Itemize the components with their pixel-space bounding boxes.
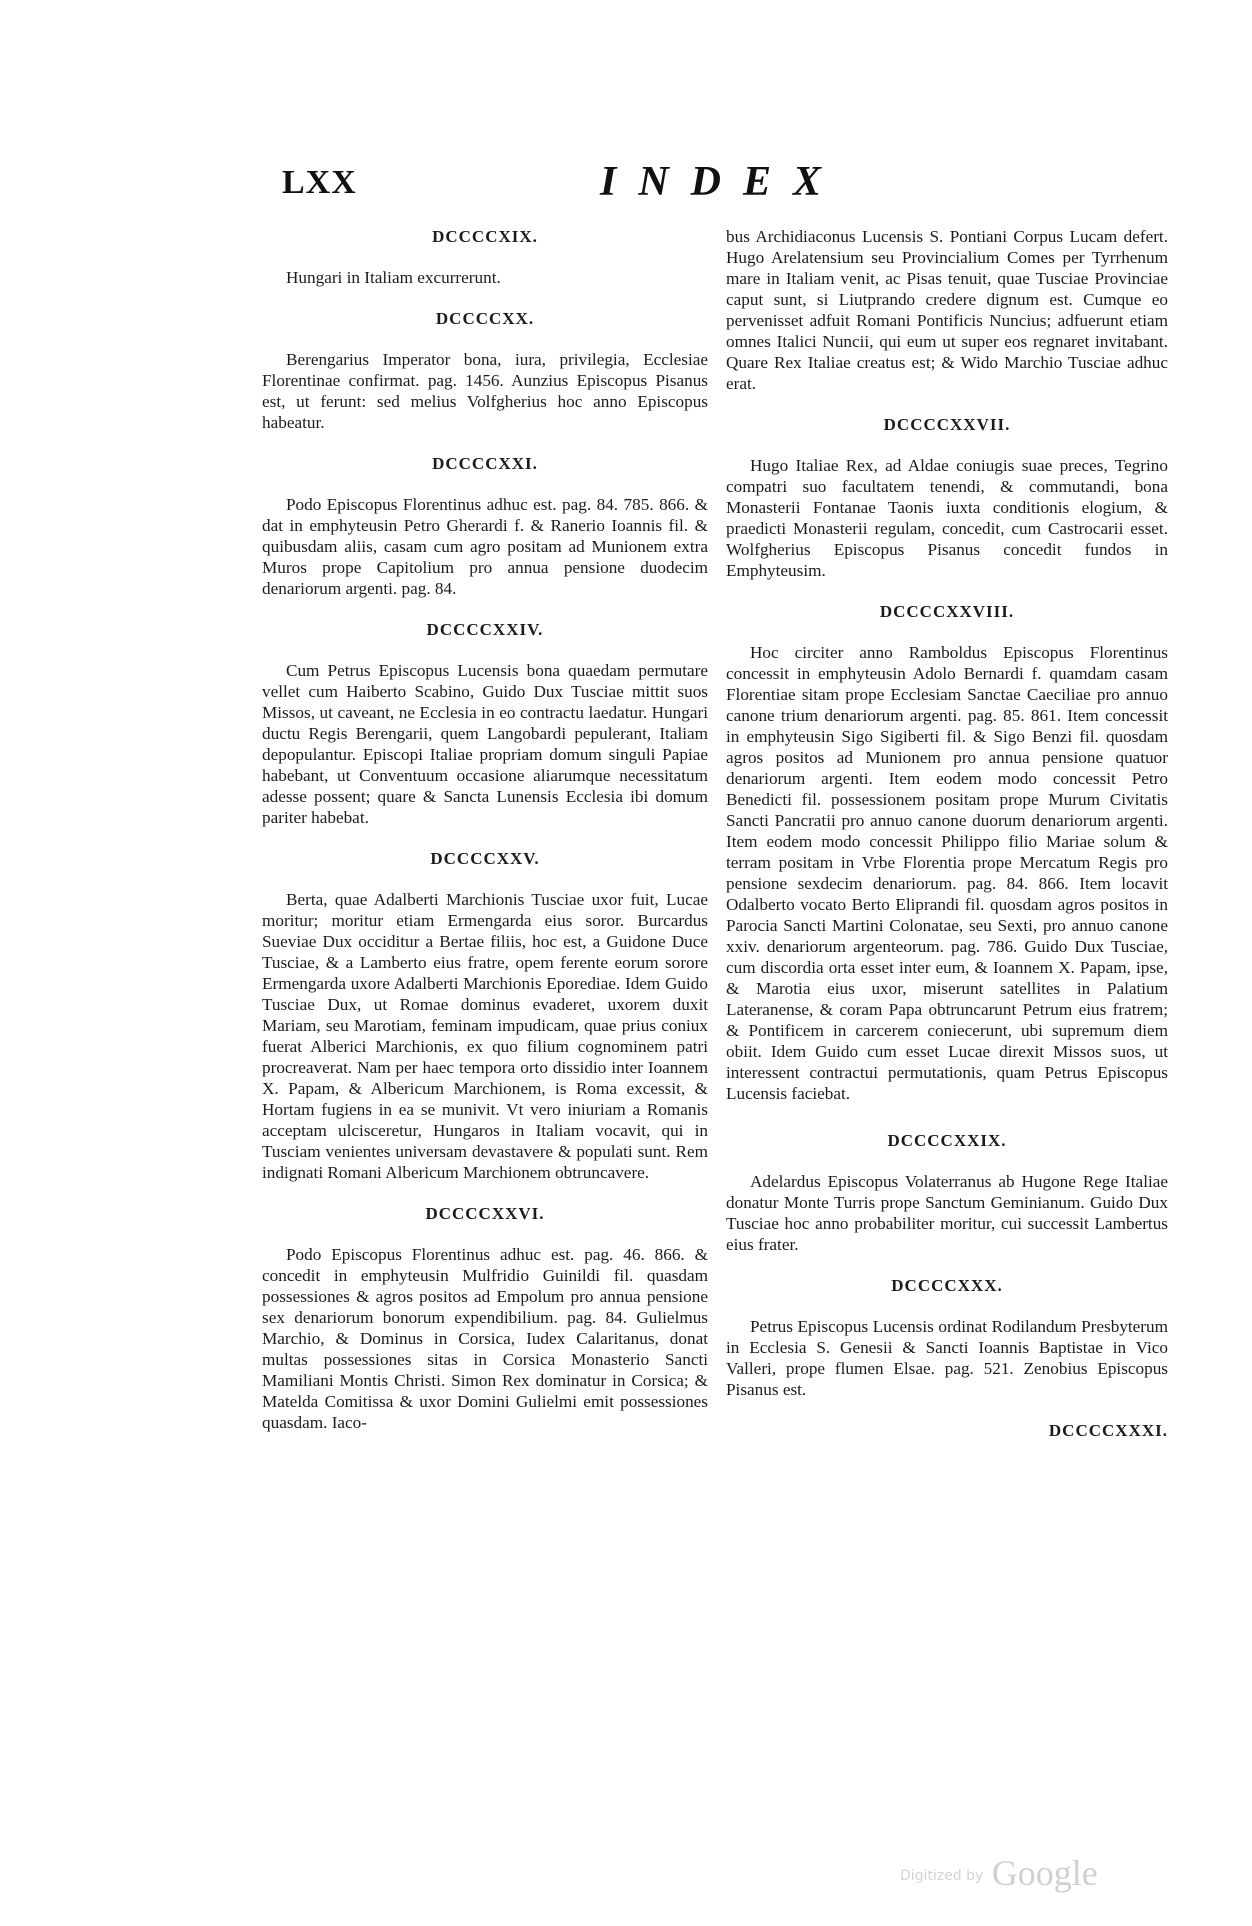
entry-paragraph: Podo Episcopus Florentinus adhuc est. pag. 84. 785. 866. & dat in emphyteusin Petro Gherardi f. & Ranerio Ioannis fil. & quibusdam aliis, casam cum agro positam ad Munionem extra Muros prope Capitolium pro annua pensione duodecim denariorum argenti. pag. 84. xyxy=(262,495,708,598)
section-heading: DCCCCXXI. xyxy=(432,454,538,473)
entry-paragraph: bus Archidiaconus Lucensis S. Pontiani Corpus Lucam defert. Hugo Arelatensium seu Provincialium Comes per Tyrrhenum mare in Italiam venit, ac Pisas tenuit, quae Tusciae Provinciae caput sunt, si Liutprando credere dignum est. Cumque eo pervenisset adfuit Romani Pontificis Nuncius; adfuerunt etiam omnes Italici Nuncii, qui eum ut super eos regnaret invitabant. Quare Rex Italiae creatus est; & Wido Marchio Tusciae adhuc erat. xyxy=(726,227,1168,393)
section-heading: DCCCCXXVI. xyxy=(425,1204,545,1223)
section-heading: DCCCCXXVII. xyxy=(883,415,1011,434)
folio-number: LXX xyxy=(282,164,357,201)
section-heading: DCCCCXXIV. xyxy=(426,620,544,639)
section-heading: DCCCCXX. xyxy=(435,309,535,328)
entry-paragraph: Cum Petrus Episcopus Lucensis bona quaedam permutare vellet cum Haiberto Scabino, Guido Dux Tusciae mittit suos Missos, ut caveant, ne Ecclesia in eo contractu laedatur. Hungari ductu Regis Berengarii, quem Langobardi pepulerant, Italiam depopulantur. Episcopi Italiae propriam domum singuli Papiae habebant, ut Conventuum occasione aliarumque necessitatum adesse possent; quare & Sancta Lunensis Ecclesia ibi domum pariter habebat. xyxy=(262,661,708,827)
section-heading: DCCCCXXVIII. xyxy=(879,602,1015,621)
entry-paragraph: Hungari in Italiam excurrerunt. xyxy=(286,268,501,287)
page-title: INDEX xyxy=(600,159,844,205)
watermark-prefix: Digitized by xyxy=(900,1868,984,1884)
watermark-brand: Google xyxy=(991,1853,1098,1893)
catchword-heading: DCCCCXXXI. xyxy=(1048,1421,1168,1440)
entry-paragraph: Podo Episcopus Florentinus adhuc est. pag. 46. 866. & concedit in emphyteusin Mulfridio Guinildi fil. quasdam possessiones & agros positos ad Empolum pro annua pensione sex denariorum bonorum expendibilium. pag. 84. Gulielmus Marchio, & Dominus in Corsica, Iudex Calaritanus, donat multas possessiones sitas in Corsica Monasterio Sancti Mamiliani Montis Christi. Simon Rex dominatur in Corsica; & Matelda Comitissa & uxor Domini Gulielmi emit possessiones quasdam. Iaco- xyxy=(262,1245,708,1432)
entry-paragraph: Petrus Episcopus Lucensis ordinat Rodilandum Presbyterum in Ecclesia S. Genesii & Sancti Ioannis Baptistae in Vico Valleri, prope flumen Elsae. pag. 521. Zenobius Episcopus Pisanus est. xyxy=(726,1317,1168,1399)
section-heading: DCCCCXXV. xyxy=(430,849,540,868)
section-heading: DCCCCXIX. xyxy=(432,227,538,246)
entry-paragraph: Berengarius Imperator bona, iura, privilegia, Ecclesiae Florentinae confirmat. pag. 1456. Aunzius Episcopus Pisanus est, ut ferunt: sed melius Volfgherius hoc anno Episcopus habeatur. xyxy=(262,350,708,432)
entry-paragraph: Berta, quae Adalberti Marchionis Tusciae uxor fuit, Lucae moritur; moritur etiam Ermengarda eius soror. Burcardus Sueviae Dux occiditur a Bertae filiis, hoc est, a Guidone Duce Tusciae, & a Lamberto eius fratre, opem ferente eorum sorore Ermengarda uxore Adalberti Marchionis Eporediae. Idem Guido Tusciae Dux, ut Romae dominus evaderet, uxorem duxit Mariam, seu Marotiam, feminam impudicam, quae prius coniux fuerat Alberici Marchionis, ex quo filium cognominem patri procreaverat. Nam per haec tempora orto dissidio inter Ioannem X. Papam, & Albericum Marchionem, is Roma excessit, & Hortam fugiens in ea se munivit. Vt vero iniuriam a Romanis acceptam ulcisceretur, Hungaros in Italiam vocavit, qui in Tusciam venientes universam devastavere & populati sunt. Rem indignati Romani Albericum Marchionem obtruncavere. xyxy=(262,890,708,1182)
right-column xyxy=(726,226,1168,1441)
left-column xyxy=(262,226,708,1433)
page-header xyxy=(0,158,1252,218)
entry-paragraph: Hugo Italiae Rex, ad Aldae coniugis suae preces, Tegrino compatri suo facultatem tenendi, & commutandi, bona Monasterii Fontanae Taonis iuxta conditionis elogium, & praedicti Monasterii regulam, concedit, cum Castrocarii esset. Wolfgherius Episcopus Pisanus concedit fundos in Emphyteusim. xyxy=(726,456,1168,580)
entry-paragraph: Adelardus Episcopus Volaterranus ab Hugone Rege Italiae donatur Monte Turris prope Sanctum Geminianum. Guido Dux Tusciae hoc anno probabiliter moritur, cui successit Lambertus eius frater. xyxy=(726,1172,1168,1254)
digitized-watermark xyxy=(900,1852,1098,1894)
section-heading: DCCCCXXIX. xyxy=(887,1131,1007,1150)
entry-paragraph: Hoc circiter anno Ramboldus Episcopus Florentinus concessit in emphyteusin Adolo Bernardi f. quamdam casam Florentiae sitam prope Ecclesiam Sanctae Caeciliae pro annuo canone trium denariorum argenti. pag. 85. 861. Item concessit in emphyteusin Sigo Sigiberti fil. & Sigo Benzi fil. quosdam agros positos ad Munionem pro annua pensione quatuor denariorum argenti. Item eodem modo concessit Petro Benedicti fil. possessionem positam prope Murum Civitatis Sancti Pancratii pro annuo canone duorum denariorum argenti. Item eodem modo concessit Philippo filio Mariae solum & terram positam in Vrbe Florentia prope Mercatum Regis pro pensione sexdecim denariorum. pag. 84. 866. Item locavit Odalberto vocato Berto Eliprandi fil. quosdam agros positos in Parocia Sancti Martini Colonatae, seu Sexti, pro annuo canone xxiv. denariorum argenteorum. pag. 786. Guido Dux Tusciae, cum discordia orta esset inter eum, & Ioannem X. Papam, ipse, & Marotia eius uxor, miserunt satellites in Palatium Lateranense, & coram Papa obtruncarunt Petrum eius fratrem; & Pontificem in carcerem coniecerunt, ubi supremum diem obiit. Idem Guido cum esset Lucae direxit Missos suos, ut interessent contractui permutationis, quam Petrus Episcopus Lucensis faciebat. xyxy=(726,643,1168,1103)
section-heading: DCCCCXXX. xyxy=(891,1276,1003,1295)
